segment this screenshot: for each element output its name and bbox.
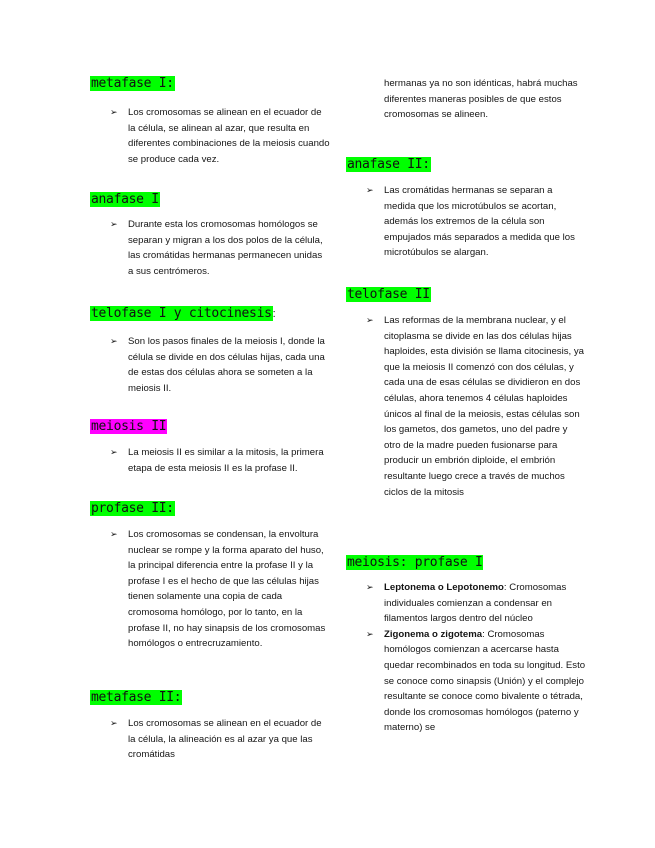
- bullet-text: Cromosomas individuales comienzan a condensar en filamentos largos dentro del núcleo: [384, 582, 567, 625]
- continuation-text: hermanas ya no son idénticas, habrá muchas diferentes maneras posibles de que estos cromosomas se alineen.: [384, 78, 578, 121]
- section-heading: meiosis: profase I: [347, 555, 483, 570]
- section-heading: telofase I y citocinesis: [91, 306, 272, 321]
- bullet-text: Los cromosomas se alinean en el ecuador de la célula, la alineación es al azar ya que las cromátidas: [128, 718, 322, 761]
- bullet-term: Leptonema o Lepotonemo: [384, 582, 504, 593]
- bullet-arrow-icon: ➢: [110, 529, 118, 539]
- section-profase-1: [346, 553, 586, 736]
- bullet-arrow-icon: ➢: [366, 628, 374, 639]
- bullet-arrow-icon: ➢: [110, 219, 118, 229]
- bullet-text: La meiosis II es similar a la mitosis, la primera etapa de esta meiosis II es la profase II.: [128, 447, 324, 474]
- bullet-arrow-icon: ➢: [110, 718, 118, 728]
- section-telofase-2: [346, 285, 586, 500]
- bullet-arrow-icon: ➢: [366, 582, 374, 592]
- section-meiosis-2: [90, 417, 330, 476]
- continuation-block: [346, 76, 586, 123]
- bullet-item: [90, 105, 330, 167]
- bullet-item: [90, 527, 330, 652]
- heading-suffix: :: [272, 308, 276, 320]
- section-telofase-1: [90, 304, 330, 396]
- bullet-text: Durante esta los cromosomas homólogos se separan y migran a los dos polos de la célula, las cromátidas hermanas permanecen unidas a sus centrómeros.: [128, 219, 323, 277]
- bullet-term-separator: :: [503, 582, 507, 593]
- bullet-arrow-icon: ➢: [366, 185, 374, 195]
- section-heading: meiosis II: [91, 419, 167, 434]
- bullet-item: [90, 334, 330, 396]
- section-metafase-1: [90, 74, 330, 167]
- bullet-text: Las reformas de la membrana nuclear, y el citoplasma se divide en las dos células hijas haploides, esta división se llama citocinesis, ya que la meiosis II comenzó con dos células, y cada una de esas células se dividieron en dos células, ahora tenemos 4 células haploides únicos al final de la meiosis, estas células son los gametos, dos gametos, uno del padre y otro de la madre pueden fusionarse para producir un embrión diploide, el embrión resultante luego crece a través de muchos ciclos de la mitosis: [384, 315, 584, 498]
- bullet-item: [346, 580, 586, 627]
- section-anafase-1: [90, 190, 330, 279]
- bullet-arrow-icon: ➢: [366, 315, 374, 325]
- section-profase-2: [90, 499, 330, 652]
- bullet-arrow-icon: ➢: [110, 447, 118, 457]
- bullet-text: Las cromátidas hermanas se separan a medida que los microtúbulos se acortan, además los extremos de la célula son empujados más separados a medida que los microtúbulos se alargan.: [384, 185, 575, 259]
- bullet-item: [90, 445, 330, 476]
- bullet-item: [346, 627, 586, 736]
- bullet-term-separator: :: [482, 628, 485, 640]
- bullet-arrow-icon: ➢: [110, 336, 118, 346]
- bullet-arrow-icon: ➢: [110, 107, 118, 117]
- bullet-item: [346, 183, 586, 261]
- section-heading: profase II:: [91, 501, 174, 516]
- bullet-text: Los cromosomas se alinean en el ecuador de la célula, se alinean al azar, que resulta en diferentes combinaciones de la meiosis cuando se produce cada vez.: [128, 107, 330, 165]
- bullet-text: Los cromosomas se condensan, la envoltura nuclear se rompe y la forma aparato del huso, la principal diferencia entre la profase II y la profase I es el hecho de que las células hijas tienen solamente una copia de cada cromosoma homólogo, por lo tanto, en la profase II, no hay sinapsis de los cromosomas homólogos o entrecruzamiento.: [128, 529, 326, 650]
- bullet-text: Cromosomas homólogos comienzan a acercarse hasta quedar recombinados en toda su longitud. Esto se conoce como sinapsis (Unión) y el complejo resultante se conoce como bivalente o tétrada, donde los cromosomas homólogos (paterno y materno) se: [384, 628, 586, 734]
- bullet-item: [90, 217, 330, 279]
- section-metafase-2: [90, 688, 330, 763]
- bullet-item: [90, 716, 330, 763]
- section-heading: telofase II: [347, 287, 430, 302]
- bullet-text: Son los pasos finales de la meiosis I, donde la célula se divide en dos células hijas, cada una de estas dos células ahora se someten a la meiosis II.: [128, 336, 325, 394]
- section-anafase-2: [346, 155, 586, 261]
- bullet-item: [346, 313, 586, 500]
- section-heading: metafase I:: [91, 76, 174, 91]
- section-heading: anafase II:: [347, 157, 430, 172]
- section-heading: metafase II:: [91, 690, 182, 705]
- bullet-term: Zigonema o zigotema: [384, 628, 483, 640]
- section-heading: anafase I: [91, 192, 159, 207]
